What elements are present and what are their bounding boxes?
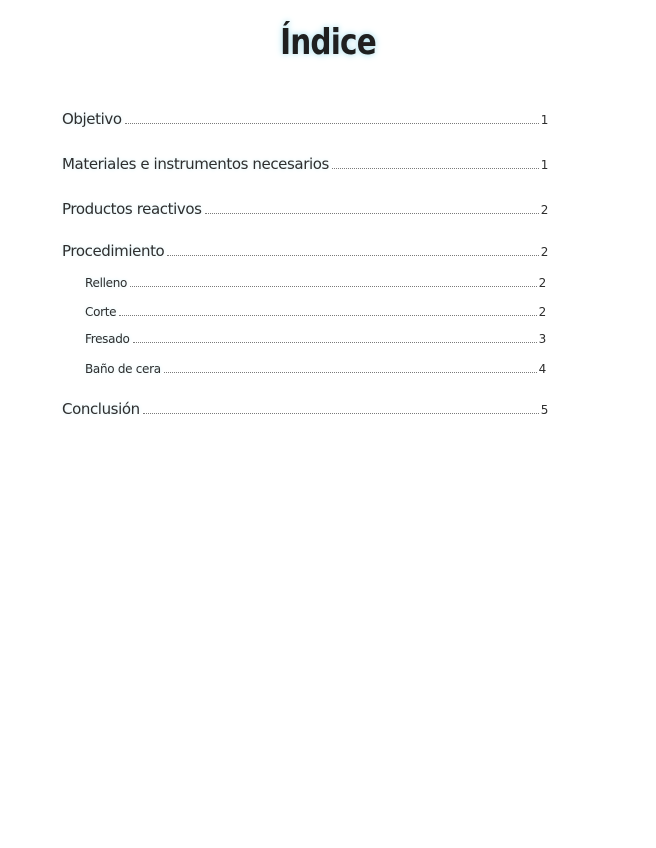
toc-entry-page-number: 2 <box>540 245 548 259</box>
toc-entry-page-number: 2 <box>538 276 546 290</box>
toc-entry-materiales[interactable] <box>62 155 548 173</box>
toc-entry-label: Materiales e instrumentos necesarios <box>62 155 329 173</box>
toc-entry-label: Productos reactivos <box>62 200 202 218</box>
toc-entry-page-number: 2 <box>540 203 548 217</box>
toc-entry-page-number: 1 <box>540 113 548 127</box>
toc-entry-label: Corte <box>85 305 117 319</box>
toc-entry-objetivo[interactable] <box>62 110 548 128</box>
dot-leader <box>143 412 539 414</box>
dot-leader <box>332 167 539 169</box>
page-title: Índice <box>280 22 376 63</box>
toc-entry-fresado[interactable] <box>85 332 546 346</box>
dot-leader <box>119 314 536 316</box>
dot-leader <box>205 212 539 214</box>
toc-entry-label: Conclusión <box>62 400 140 418</box>
toc-entry-productos-reactivos[interactable] <box>62 200 548 218</box>
dot-leader <box>133 341 537 343</box>
toc-entry-label: Procedimiento <box>62 242 165 260</box>
toc-entry-label: Relleno <box>85 276 128 290</box>
toc-entry-label: Objetivo <box>62 110 122 128</box>
dot-leader <box>164 371 537 373</box>
toc-entry-procedimiento[interactable] <box>62 242 548 260</box>
dot-leader <box>130 285 537 287</box>
toc-entry-corte[interactable] <box>85 305 546 319</box>
toc-entry-bano-de-cera[interactable] <box>85 362 546 376</box>
toc-entry-relleno[interactable] <box>85 276 546 290</box>
toc-entry-page-number: 5 <box>540 403 548 417</box>
toc-entry-label: Fresado <box>85 332 130 346</box>
toc-entry-label: Baño de cera <box>85 362 161 376</box>
dot-leader <box>125 122 539 124</box>
dot-leader <box>167 254 538 256</box>
toc-entry-page-number: 4 <box>538 362 546 376</box>
toc-entry-page-number: 3 <box>538 332 546 346</box>
toc-entry-page-number: 1 <box>540 158 548 172</box>
toc-entry-conclusion[interactable] <box>62 400 548 418</box>
toc-entry-page-number: 2 <box>538 305 546 319</box>
